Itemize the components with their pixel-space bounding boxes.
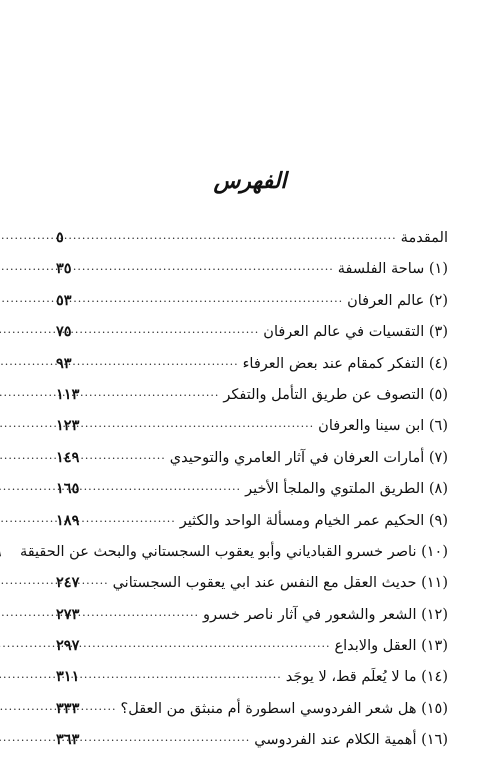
toc-leader-dots xyxy=(94,575,109,587)
page-title: الفهرس xyxy=(213,168,287,194)
toc-entry-title: (٨) الطريق الملتوي والملجأ الأخير xyxy=(245,481,448,498)
table-of-contents xyxy=(19,228,448,762)
toc-entry xyxy=(56,322,448,353)
toc-entry xyxy=(56,573,448,604)
toc-entry-page: ٧٥ xyxy=(56,323,72,341)
toc-entry xyxy=(19,542,448,573)
toc-entry-page: ٥ xyxy=(56,229,64,246)
toc-entry xyxy=(56,667,448,698)
toc-leader-dots xyxy=(94,701,117,713)
toc-entry xyxy=(56,730,448,761)
toc-entry-title: (١٣) العقل والابداع xyxy=(334,638,448,655)
toc-entry-title: (٦) ابن سينا والعرفان xyxy=(318,418,448,435)
toc-entry-page: ١٤٩ xyxy=(56,448,80,466)
toc-entry xyxy=(56,259,448,290)
toc-leader-dots xyxy=(94,481,241,493)
toc-entry-page: ٣١١ xyxy=(56,668,80,686)
toc-leader-dots xyxy=(94,293,343,305)
toc-leader-dots xyxy=(94,230,397,242)
toc-entry xyxy=(56,385,448,416)
toc-leader-dots xyxy=(94,324,259,336)
toc-entry-page: ١٢٣ xyxy=(56,417,80,435)
toc-entry-page: ٢٧٣ xyxy=(56,605,80,623)
toc-entry-title: (٣) التقسيات في عالم العرفان xyxy=(263,324,448,341)
toc-entry-title: (١١) حديث العقل مع النفس عند ابي يعقوب السجستاني xyxy=(112,575,448,592)
toc-entry-page xyxy=(0,542,12,562)
toc-entry-title: (١٠) ناصر خسرو القبادياني وأبو يعقوب السجستاني والبحث عن الحقيقة xyxy=(19,543,448,560)
toc-entry xyxy=(56,228,448,259)
toc-entry xyxy=(56,291,448,322)
toc-entry-title: (١٥) هل شعر الفردوسي اسطورة أم منبثق من العقل؟ xyxy=(120,700,448,717)
toc-entry xyxy=(56,448,448,479)
toc-leader-dots xyxy=(94,638,330,650)
toc-entry-page: ٣٦٣ xyxy=(56,731,80,749)
toc-leader-dots xyxy=(94,669,282,681)
toc-entry xyxy=(56,479,448,510)
toc-entry xyxy=(56,354,448,385)
toc-entry xyxy=(56,605,448,636)
toc-entry-title: (٥) التصوف عن طريق التأمل والتفكر xyxy=(223,386,448,403)
toc-entry-title: المقدمة xyxy=(400,230,448,246)
toc-entry-title: (١٦) أهمية الكلام عند الفردوسي xyxy=(254,732,448,749)
toc-entry xyxy=(56,699,448,730)
toc-entry-title: (٢) عالم العرفان xyxy=(347,292,448,309)
toc-leader-dots xyxy=(94,732,250,744)
toc-entry-page: ٩٣ xyxy=(56,354,72,372)
toc-entry-title: (١٤) ما لا يُعلَم قط، لا يوجَد xyxy=(285,669,448,686)
toc-entry-page: ١١٣ xyxy=(56,385,80,403)
toc-entry-title: (٤) التفكر كمقام عند بعض العرفاء xyxy=(242,355,448,372)
toc-entry-page: ٣٥ xyxy=(56,260,72,278)
toc-entry-title: (٩) الحكيم عمر الخيام ومسألة الواحد والكثير xyxy=(179,512,448,529)
toc-leader-dots xyxy=(94,418,314,430)
toc-leader-dots xyxy=(94,261,334,273)
toc-leader-dots xyxy=(94,513,176,525)
toc-leader-dots xyxy=(94,356,239,368)
toc-leader-dots xyxy=(94,387,219,399)
toc-entry xyxy=(56,636,448,667)
toc-entry-title: (١٢) الشعر والشعور في آثار ناصر خسرو xyxy=(203,606,448,623)
toc-entry-page: ٢٩٧ xyxy=(56,637,80,655)
toc-leader-dots xyxy=(94,607,199,619)
toc-entry-page: ١٨٩ xyxy=(56,511,80,529)
toc-leader-dots xyxy=(94,450,166,462)
toc-entry-title: (١) ساحة الفلسفة xyxy=(337,261,448,278)
toc-entry xyxy=(56,416,448,447)
toc-entry xyxy=(56,511,448,542)
toc-entry-title: (٧) أمارات العرفان في آثار العامري والتوحيدي xyxy=(169,449,448,466)
toc-entry-page: ٥٣ xyxy=(56,291,72,309)
toc-entry-page: ٢٤٧ xyxy=(56,574,80,592)
toc-entry-page: ١٦٥ xyxy=(56,480,80,498)
toc-entry-page: ٣٣٣ xyxy=(56,699,80,717)
